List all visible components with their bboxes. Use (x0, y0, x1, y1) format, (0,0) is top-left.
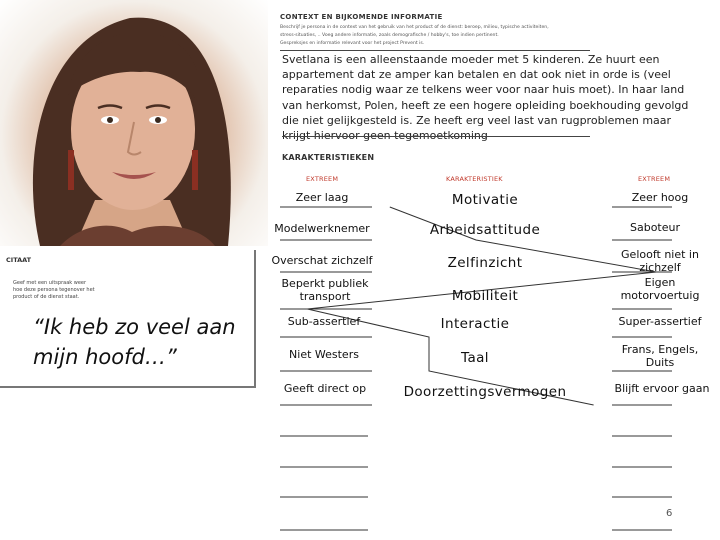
persona-quote: “Ik heb zo veel aan mijn hoofd…” (33, 315, 236, 369)
characteristic-label: Motivatie (451, 192, 519, 208)
characteristics-title: KARAKTERISTIEKEN (282, 153, 375, 162)
left-extreme-label: Modelwerknemer (274, 222, 370, 235)
extreme-left-header: EXTREEM (306, 175, 339, 183)
characteristic-label: Arbeidsattitude (429, 222, 541, 238)
page-number: 6 (666, 508, 673, 519)
right-extreme-label: Saboteur (629, 221, 680, 234)
characteristic-label: Doorzettingsvermogen (403, 384, 567, 400)
quote-instruction: Geef met een uitspraak weer (13, 280, 87, 286)
context-body: Svetlana is een alleenstaande moeder met 5 kinderen. Ze huurt een appartement dat ze amper kan betalen en dat ook niet in orde is (veel reparaties nodig waar ze telkens weer voor naar huis moet). In haar land van herkomst, Polen, heeft ze een hogere opleiding boekhouding gevolgd die niet gelijkgesteld is. Ze heeft erg veel last van rugproblemen maar krijgt hiervoor geen tegemoetkoming (282, 53, 689, 143)
right-extreme-label: Blijft ervoor gaan (614, 382, 710, 395)
right-extreme-label: Gelooft niet in zichzelf (621, 248, 699, 274)
left-extreme-label: Zeer laag (295, 191, 349, 204)
left-extreme-label: Sub-assertief (287, 315, 361, 328)
characteristic-label: Interactie (440, 316, 510, 332)
left-extreme-label: Geeft direct op (283, 382, 367, 395)
context-instruction: Gespreksjes en informatie relevant voor het project Prevent is. (280, 41, 425, 46)
quote-title: CITAAT (6, 256, 32, 264)
characteristic-label: Zelfinzicht (447, 255, 523, 271)
left-extreme-label: Niet Westers (289, 348, 359, 361)
extreme-right-header: EXTREEM (638, 175, 671, 183)
context-instruction: Beschrijf je persona in de context van het gebruik van het product of de dienst: beroep, milieu, typische activiteiten, (280, 25, 549, 30)
right-extreme-label: Super-assertief (618, 315, 702, 328)
right-extreme-label: Frans, Engels, Duits (621, 343, 699, 369)
right-extreme-label: Zeer hoog (631, 191, 689, 204)
context-instruction: stress-situaties, .. Voeg andere informatie, zoals demografische / hobby's, toe indien pertinent. (280, 33, 499, 38)
context-title: CONTEXT EN BIJKOMENDE INFORMATIE (280, 13, 443, 21)
characteristic-header: KARAKTERISTIEK (446, 175, 503, 183)
characteristic-label: Mobiliteit (451, 288, 519, 304)
right-extreme-label: Eigen motorvoertuig (620, 276, 700, 302)
characteristic-label: Taal (461, 350, 489, 366)
left-extreme-label: Overschat zichzelf (271, 254, 373, 267)
quote-instruction: hoe deze persona tegenover het (13, 287, 95, 293)
quote-instruction: product of de dienst staat. (13, 294, 80, 300)
left-extreme-label: Beperkt publiek transport (281, 277, 369, 303)
